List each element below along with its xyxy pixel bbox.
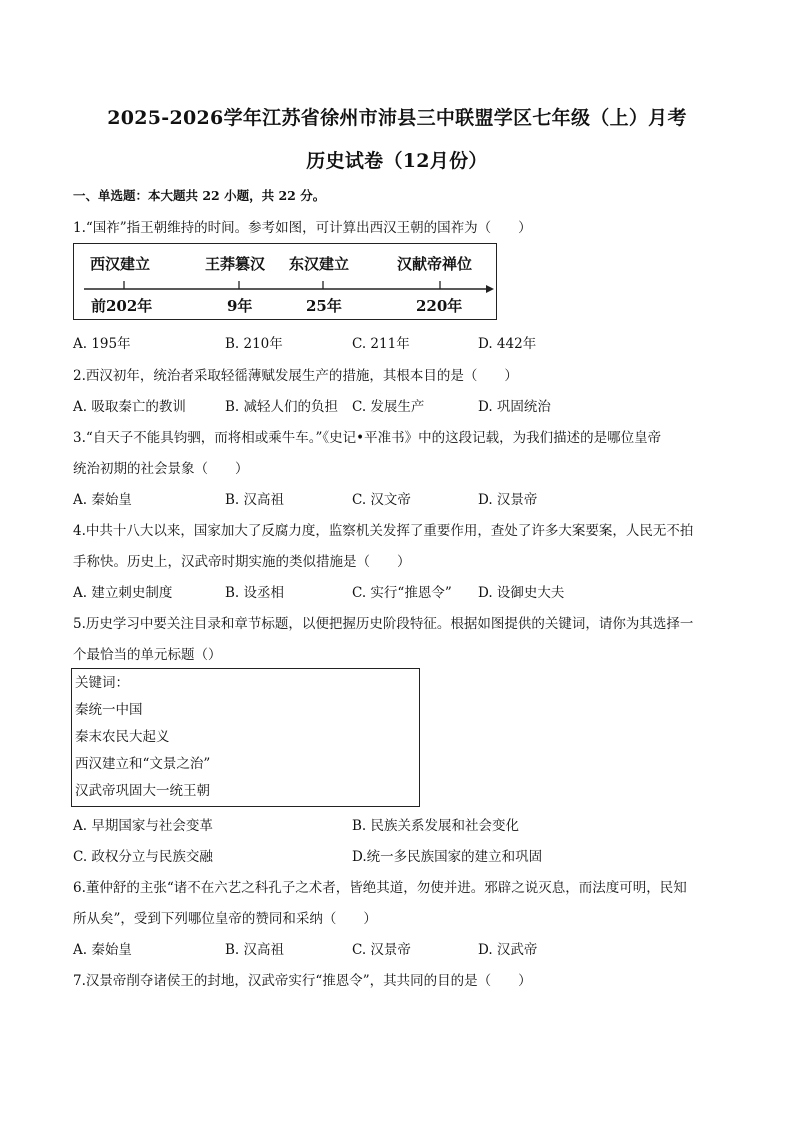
question-4-stem-line2: 手称快。历史上，汉武帝时期实施的类似措施是（ ） <box>73 554 411 570</box>
q4-option-b[interactable]: B. 设丞相 <box>225 585 285 601</box>
q2-option-b[interactable]: B. 减轻人们的负担 <box>225 399 339 415</box>
keyword-item: 秦统一中国 <box>75 702 143 718</box>
exam-title-line2: 历史试卷（12月份） <box>306 150 488 172</box>
timeline-event-2: 王莽篡汉 <box>205 255 266 273</box>
q3-option-a[interactable]: A. 秦始皇 <box>73 492 132 508</box>
timeline-year-1: 前202年 <box>91 297 153 315</box>
q6-option-d[interactable]: D. 汉武帝 <box>478 942 538 958</box>
keyword-item: 汉武帝巩固大一统王朝 <box>75 783 210 799</box>
q4-option-c[interactable]: C. 实行“推恩令” <box>352 585 452 601</box>
keyword-item: 秦末农民大起义 <box>75 729 170 745</box>
question-5-stem-line1: 5.历史学习中要关注目录和章节标题，以便把握历史阶段特征。根据如图提供的关键词，请你为其选择一 <box>73 616 694 632</box>
q6-option-c[interactable]: C. 汉景帝 <box>352 942 411 958</box>
q3-option-c[interactable]: C. 汉文帝 <box>352 492 411 508</box>
keyword-item: 西汉建立和“文景之治” <box>75 756 211 772</box>
question-3-stem-line1: 3.“自天子不能具钧驷，而将相或乘牛车。”《史记•平准书》中的这段记载，为我们描述的是哪位皇帝 <box>73 430 662 446</box>
exam-title-line1: 2025-2026学年江苏省徐州市沛县三中联盟学区七年级（上）月考 <box>107 107 687 129</box>
q2-option-d[interactable]: D. 巩固统治 <box>478 399 551 415</box>
q1-option-d[interactable]: D. 442年 <box>478 336 537 352</box>
q1-timeline-figure <box>73 243 497 320</box>
q6-option-b[interactable]: B. 汉高祖 <box>225 942 285 958</box>
timeline-event-1: 西汉建立 <box>90 255 151 273</box>
question-4-stem-line1: 4.中共十八大以来，国家加大了反腐力度，监察机关发挥了重要作用，查处了许多大案要案，人民无不拍 <box>73 523 694 539</box>
timeline-year-3: 25年 <box>306 297 342 315</box>
q5-option-b[interactable]: B. 民族关系发展和社会变化 <box>352 818 520 834</box>
question-2-stem: 2.西汉初年，统治者采取轻徭薄赋发展生产的措施，其根本目的是（ ） <box>73 368 518 384</box>
q1-option-a[interactable]: A. 195年 <box>73 336 131 352</box>
q5-keyword-box <box>71 668 420 807</box>
q2-option-a[interactable]: A. 吸取秦亡的教训 <box>73 399 186 415</box>
q5-option-c[interactable]: C. 政权分立与民族交融 <box>73 849 213 865</box>
q1-option-c[interactable]: C. 211年 <box>352 336 410 352</box>
q5-option-a[interactable]: A. 早期国家与社会变革 <box>73 818 213 834</box>
keyword-heading: 关键词： <box>75 675 129 691</box>
q5-option-d[interactable]: D.统一多民族国家的建立和巩固 <box>352 849 543 865</box>
question-5-stem-line2: 个最恰当的单元标题（） <box>73 647 222 663</box>
timeline-event-4: 汉献帝禅位 <box>397 255 473 273</box>
question-1-stem: 1.“国祚”指王朝维持的时间。参考如图，可计算出西汉王朝的国祚为（ ） <box>73 220 532 236</box>
q3-option-b[interactable]: B. 汉高祖 <box>225 492 285 508</box>
section-heading: 一、单选题：本大题共 22 小题，共 22 分。 <box>73 188 326 203</box>
question-6-stem-line2: 所从矣”，受到下列哪位皇帝的赞同和采纳（ ） <box>73 911 377 927</box>
q1-option-b[interactable]: B. 210年 <box>225 336 283 352</box>
q6-option-a[interactable]: A. 秦始皇 <box>73 942 132 958</box>
timeline-year-4: 220年 <box>416 297 463 315</box>
q3-option-d[interactable]: D. 汉景帝 <box>478 492 538 508</box>
question-3-stem-line2: 统治初期的社会景象（ ） <box>73 461 249 477</box>
question-7-stem: 7.汉景帝削夺诸侯王的封地，汉武帝实行“推恩令”，其共同的目的是（ ） <box>73 973 532 989</box>
q2-option-c[interactable]: C. 发展生产 <box>352 399 425 415</box>
q4-option-d[interactable]: D. 设御史大夫 <box>478 585 565 601</box>
timeline-event-3: 东汉建立 <box>289 255 350 273</box>
timeline-year-2: 9年 <box>227 297 253 315</box>
q4-option-a[interactable]: A. 建立刺史制度 <box>73 585 173 601</box>
question-6-stem-line1: 6.董仲舒的主张“诸不在六艺之科孔子之术者，皆绝其道，勿使并进。邪辟之说灭息，而法度可明，民知 <box>73 880 687 896</box>
